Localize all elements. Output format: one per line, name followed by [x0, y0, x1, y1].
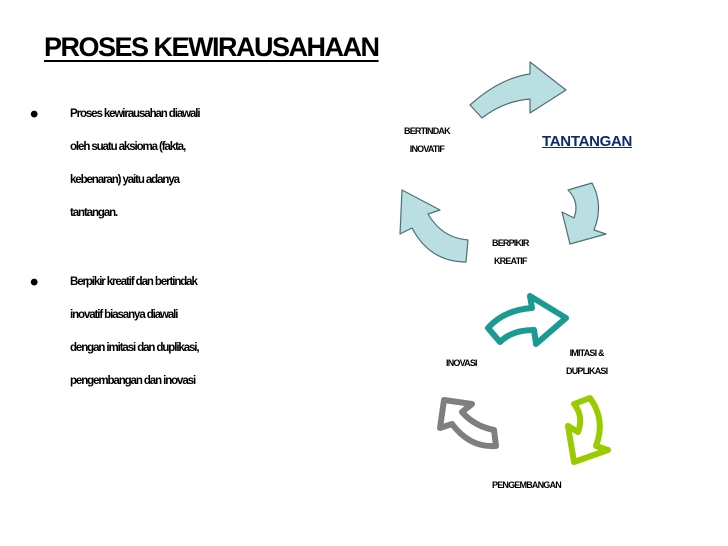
label-line: IMITASI & [569, 348, 604, 358]
label-imitasi-duplikasi [566, 344, 607, 380]
label-line: KREATIF [493, 256, 527, 266]
label-berpikir-kreatif [492, 234, 529, 270]
label-line: BERPIKIR [492, 238, 529, 248]
bullet-line: kebenaran) yaitu adanya [70, 174, 179, 186]
bullet-line: inovatif biasanya diawali [70, 309, 178, 321]
bullet-dot-icon: • [30, 269, 38, 296]
bullet-line: dengan imitasi dan duplikasi, [70, 342, 199, 354]
bullet-dot-icon: • [30, 101, 38, 128]
label-line: INOVATIF [409, 144, 445, 154]
upper-arrow-right [562, 183, 606, 244]
page-title: PROSES KEWIRAUSAHAAN [44, 32, 379, 62]
green-arrow [568, 398, 608, 462]
gray-arrow [440, 400, 496, 446]
label-bertindak-inovatif [404, 122, 450, 158]
label-inovasi: INOVASI [446, 358, 477, 368]
label-line: DUPLIKASI [566, 366, 608, 376]
teal-arrow [488, 296, 566, 344]
bullet-line: pengembangan dan inovasi [70, 375, 196, 387]
bullet-line: Berpikir kreatif dan bertindak [70, 276, 197, 288]
label-pengembangan: PENGEMBANGAN [492, 480, 561, 490]
label-line: BERTINDAK [404, 126, 450, 136]
bullet-line: tantangan. [70, 207, 118, 219]
upper-arrow-top [470, 62, 566, 118]
upper-arrow-left [400, 190, 468, 262]
label-tantangan: TANTANGAN [542, 133, 633, 150]
bullet-line: Proses kewirausahan diawali [70, 108, 200, 120]
bullet-line: oleh suatu aksioma (fakta, [70, 141, 186, 153]
